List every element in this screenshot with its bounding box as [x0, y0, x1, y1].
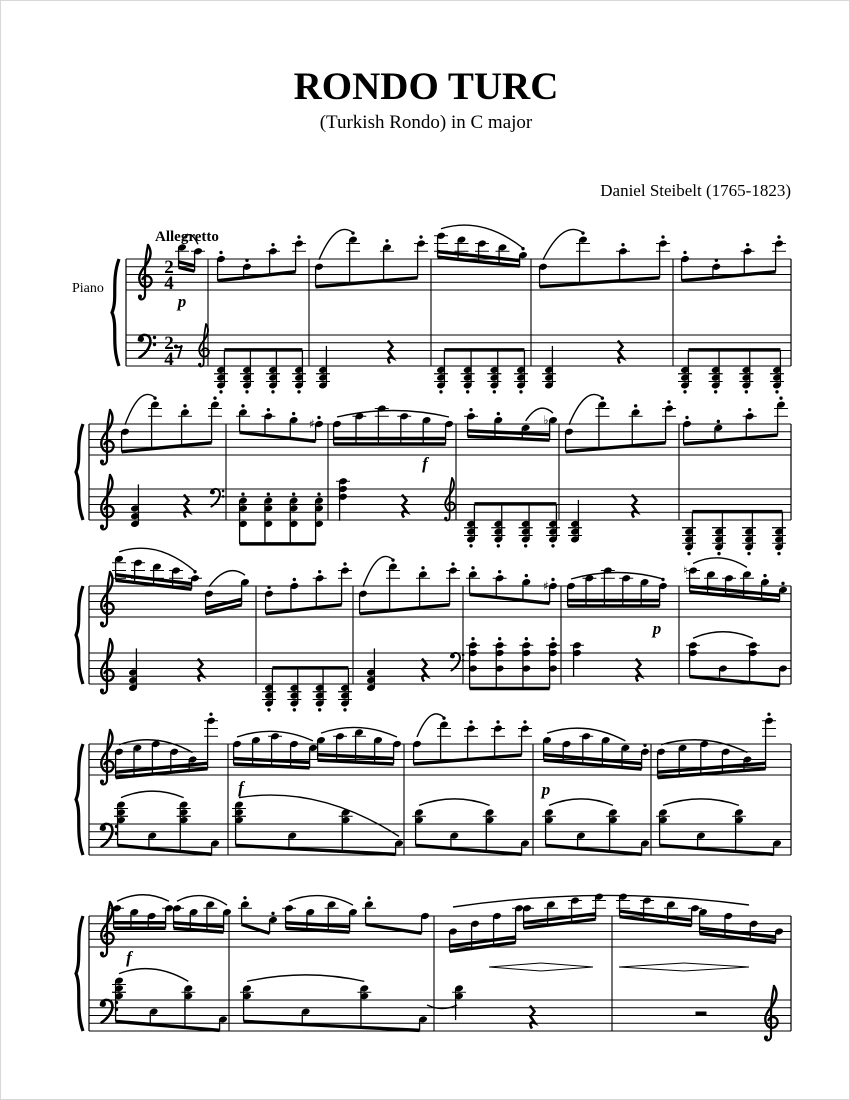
grand-staff-brace: [76, 424, 83, 520]
system-4: [76, 713, 791, 855]
grand-staff-brace: [76, 586, 83, 684]
dynamic-marking: f: [238, 778, 244, 797]
instrument-label: Piano: [72, 281, 104, 296]
tempo-marking: Allegretto: [155, 229, 219, 245]
accidental-glyph: ♯: [309, 417, 315, 431]
half-rest-icon: [696, 1012, 707, 1016]
piece-subtitle: (Turkish Rondo) in C major: [319, 112, 533, 133]
system-3: [76, 548, 791, 711]
system-2: [76, 394, 791, 555]
treble-clef-icon: [100, 572, 114, 626]
grand-staff-brace: [76, 916, 83, 1031]
composer-credit: Daniel Steibelt (1765-1823): [600, 181, 791, 200]
treble-clef-icon: [100, 902, 114, 956]
dynamic-marking: f: [422, 454, 428, 473]
quarter-rest-icon: [530, 1006, 535, 1029]
score-notation-svg: [1, 1, 850, 1100]
time-signature-numerator: 2: [164, 257, 174, 278]
dynamic-marking: p: [652, 619, 662, 638]
grand-staff-brace: [76, 744, 83, 855]
treble-clef-icon: [444, 478, 455, 520]
treble-clef-icon: [198, 324, 209, 366]
bass-clef-icon: [210, 489, 224, 507]
treble-clef-icon: [100, 475, 114, 529]
quarter-rest-icon: [388, 341, 393, 364]
accidental-glyph: ♭: [543, 413, 549, 428]
time-signature-numerator: 2: [164, 333, 174, 354]
dynamic-marking: f: [126, 948, 132, 967]
quarter-rest-icon: [198, 659, 203, 682]
piece-title: RONDO TURC: [293, 65, 559, 108]
treble-clef-icon: [100, 410, 114, 464]
quarter-rest-icon: [618, 341, 623, 364]
quarter-rest-icon: [636, 659, 641, 682]
time-signature-denominator: 4: [164, 349, 174, 370]
accidental-glyph: ♯: [543, 579, 549, 593]
treble-clef-icon: [764, 986, 778, 1040]
quarter-rest-icon: [184, 495, 189, 518]
treble-clef-icon: [100, 730, 114, 784]
dynamic-marking: p: [177, 292, 187, 311]
bass-clef-icon: [450, 653, 464, 671]
accidental-glyph: ♮: [683, 563, 688, 578]
bass-clef-icon: [100, 824, 118, 847]
dynamic-marking: p: [541, 780, 551, 799]
bass-clef-icon: [138, 335, 156, 358]
quarter-rest-icon: [422, 659, 427, 682]
grand-staff-brace: [112, 259, 119, 366]
treble-clef-icon: [100, 639, 114, 693]
time-signature-denominator: 4: [164, 273, 174, 294]
quarter-rest-icon: [402, 495, 407, 518]
treble-clef-icon: [138, 245, 152, 299]
system-5: [76, 893, 791, 1041]
system-1: [112, 225, 791, 394]
quarter-rest-icon: [632, 495, 637, 518]
